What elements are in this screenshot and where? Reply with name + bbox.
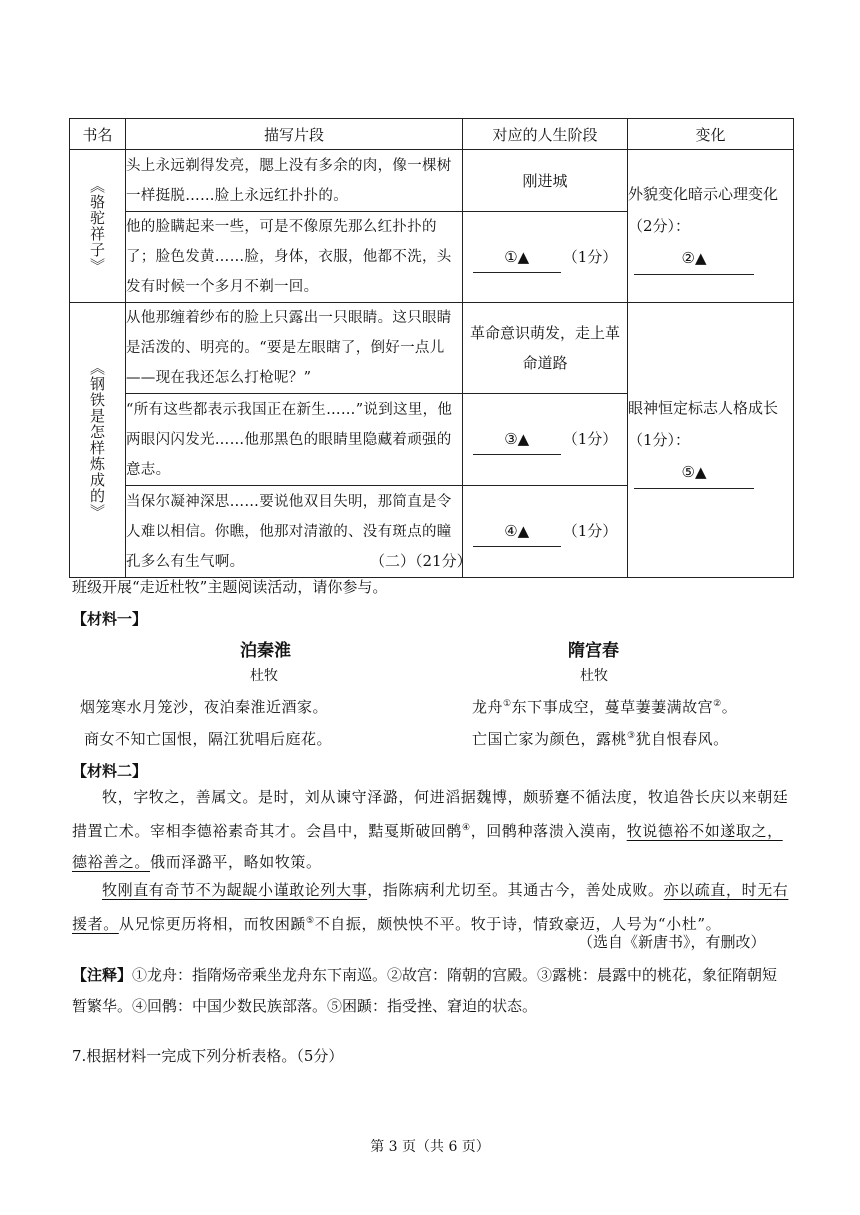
- table-row: [70, 150, 794, 212]
- notes-label: 【注释】: [72, 966, 133, 984]
- book-title-camel-xiangzi: 《骆驼祥子》: [88, 178, 106, 274]
- header-excerpt: 描写片段: [126, 119, 463, 150]
- underlined-sentence: 牧说德裕不如遂取之，德裕善之。: [72, 822, 783, 871]
- excerpt-cell: 当保尔凝神深思……要说他双目失明，那简直是令人难以相信。你瞧，他那对清澈的、没有斑点的瞳孔多么有生气啊。: [126, 486, 463, 578]
- poem2-line1-part: 龙舟: [472, 698, 504, 716]
- material2-source: （选自《新唐书》，有删改）: [578, 933, 766, 951]
- stage-cell: [463, 394, 628, 486]
- material1-label: 【材料一】: [72, 610, 148, 628]
- note-marker: ①: [503, 699, 512, 709]
- poem2-line2-part: 亡国亡家为颜色，露桃: [472, 730, 628, 748]
- book-title-how-steel-was-tempered: 《钢铁是怎样炼成的》: [88, 360, 106, 520]
- question-7: 7.根据材料一完成下列分析表格。（5分）: [72, 1047, 344, 1065]
- excerpt-cell: “所有这些都表示我国正在新生……”说到这里，他两眼闪闪发光……他那黑色的眼睛里隐藏着顽强的意志。: [126, 394, 463, 486]
- note-marker: ⑤: [306, 916, 315, 926]
- underlined-sentence: 牧刚直有奇节不为龊龊小谨敢论列大事: [102, 881, 368, 899]
- text-run: ，回鹘种落溃入漠南，: [470, 822, 627, 840]
- section-intro: 班级开展“走近杜牧”主题阅读活动，请你参与。: [72, 578, 388, 596]
- poem2-line2-part: 犹自恨春风。: [635, 730, 729, 748]
- poem1-author: 杜牧: [250, 668, 278, 684]
- excerpt-cell: 从他那缠着纱布的脸上只露出一只眼睛。这只眼睛是活泼的、明亮的。“要是左眼瞎了，倒好一点儿——现在我还怎么打枪呢？”: [126, 303, 463, 394]
- change-text: 眼神恒定标志人格成长（1分）：: [628, 398, 779, 449]
- note-marker: ④: [462, 823, 471, 833]
- notes-block: [72, 960, 792, 1022]
- poem2-author: 杜牧: [580, 668, 608, 684]
- answer-blank-3[interactable]: ③▲: [473, 424, 561, 455]
- header-book: 书名: [70, 119, 126, 150]
- stage-cell: [463, 486, 628, 578]
- excerpt-cell: 头上永远剃得发亮，腮上没有多余的肉，像一棵树一样挺脱……脸上永远红扑扑的。: [126, 150, 463, 212]
- change-cell-1: [628, 150, 794, 303]
- notes-text: ①龙舟：指隋炀帝乘坐龙舟东下南巡。②故宫：隋朝的宫殿。③露桃：晨露中的桃花，象征隋朝短暂繁华。④回鹘：中国少数民族部落。⑤困踬：指受挫、窘迫的状态。: [72, 966, 778, 1015]
- change-text: 外貌变化暗示心理变化（2分）：: [628, 184, 779, 235]
- score-label: （1分）: [562, 522, 618, 540]
- text-run: 不自振，颇怏怏不平。牧于诗，情致豪迈，人号为“小杜”。: [314, 915, 722, 933]
- note-marker: ②: [713, 699, 722, 709]
- text-run: ，指陈病利尤切至。其通古今，善处成败。: [367, 881, 664, 899]
- poem1-title: 泊秦淮: [240, 641, 291, 661]
- poem2-line2: [472, 728, 729, 749]
- poem1-line1: 烟笼寒水月笼沙，夜泊秦淮近酒家。: [80, 698, 329, 716]
- page-footer: 第 3 页（共 6 页）: [370, 1139, 490, 1155]
- text-run: 俄而泽潞平，略如牧策。: [150, 853, 322, 871]
- answer-blank-1[interactable]: ①▲: [473, 242, 561, 273]
- material2-label: 【材料二】: [72, 762, 148, 780]
- table-row: [70, 303, 794, 394]
- poem2-title: 隋宫春: [568, 641, 619, 661]
- stage-cell: [463, 212, 628, 303]
- book-cell-steel: [70, 303, 126, 578]
- poem2-line1-part: 东下事成空，蔓草萋萋满故宫: [511, 698, 714, 716]
- excerpt-cell: 他的脸瞒起来一些，可是不像原先那么红扑扑的了；脸色发黄……脸，身体，衣服，他都不洗，头发有时候一个多月不剃一回。: [126, 212, 463, 303]
- text-run: 从兄悰更历将相，而牧困踬: [118, 915, 307, 933]
- answer-blank-2[interactable]: ②▲: [634, 242, 754, 275]
- score-label: （1分）: [562, 247, 618, 266]
- analysis-table: [69, 118, 794, 578]
- underlined-sentence: 亦以疏直，时无右援者。: [72, 881, 789, 933]
- section-title: （二）（21分）: [370, 552, 472, 570]
- text-run: 牧，字牧之，善属文。是时，刘从谏守泽潞，何进滔据魏博，颇骄蹇不循法度，牧追咎长庆以来朝廷措置亡术。宰相李德裕素奇其才。会昌中，黠戛斯破回鹘: [72, 788, 789, 840]
- book-cell-camel: [70, 150, 126, 303]
- score-label: （1分）: [562, 430, 618, 448]
- poem2-line1-part: 。: [721, 698, 738, 716]
- header-stage: 对应的人生阶段: [463, 119, 628, 150]
- note-marker: ③: [627, 731, 636, 741]
- material2-paragraph-1: [72, 782, 790, 878]
- answer-blank-5[interactable]: ⑤▲: [634, 456, 754, 489]
- stage-cell: 革命意识萌发，走上革命道路: [463, 303, 628, 394]
- poem2-line1: [472, 696, 737, 717]
- answer-blank-4[interactable]: ④▲: [473, 516, 561, 547]
- header-change: 变化: [628, 119, 794, 150]
- change-cell-2: [628, 303, 794, 578]
- table-header-row: [70, 119, 794, 150]
- poem1-line2: 商女不知亡国恨，隔江犹唱后庭花。: [84, 730, 333, 748]
- stage-cell: 刚进城: [463, 150, 628, 212]
